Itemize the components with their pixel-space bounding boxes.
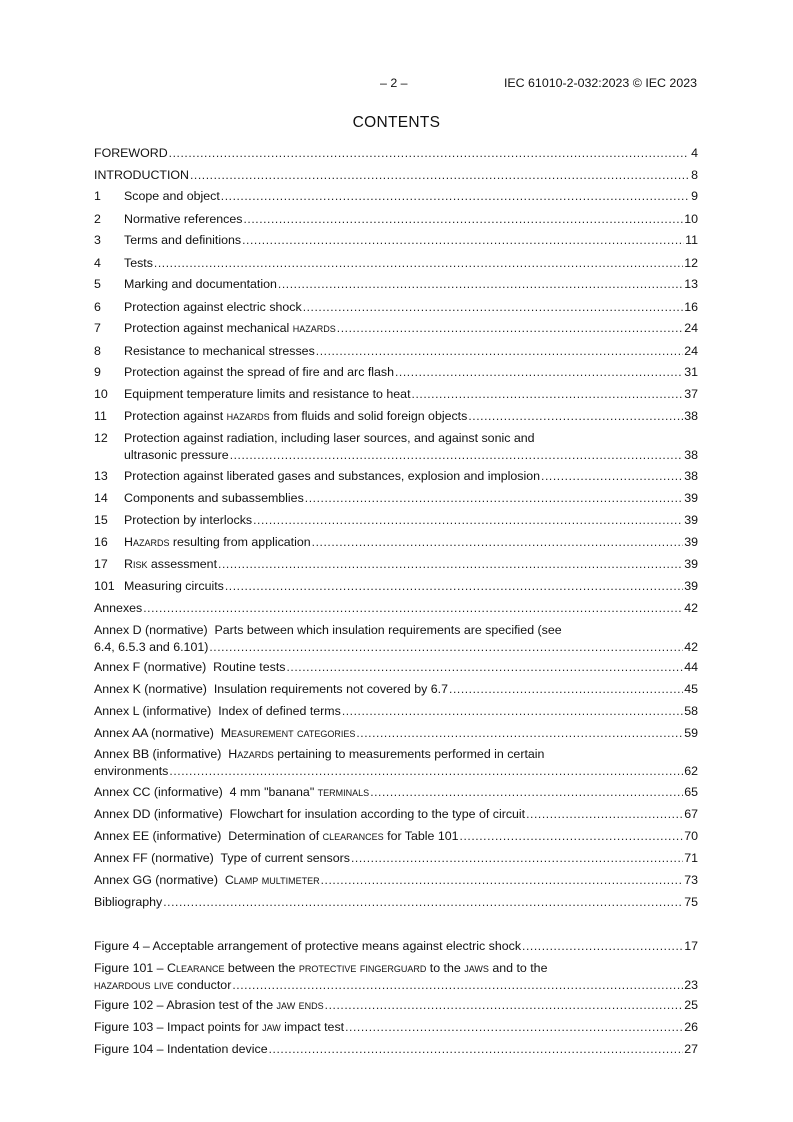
toc-entry-figure[interactable]: Figure 104 – Indentation device ..... 27 (94, 1041, 698, 1058)
toc-entry-clause[interactable]: 14 Components and subassemblies ..... 39 (94, 490, 698, 507)
toc-entry-annex[interactable]: Annex AA (normative) Measurement categories ..... 59 (94, 725, 698, 742)
toc-entry-annex[interactable]: Annex EE (informative) Determination of clearances for Table 101 ..... 70 (94, 828, 698, 845)
toc-entry-clause[interactable]: 7 Protection against mechanical hazards ..... 24 (94, 320, 698, 337)
toc-entry-annex[interactable]: Annex D (normative) Parts between which insulation requirements are specified (see 6.4, 6.5.3 and 6.101) ..... 42 (94, 622, 698, 656)
toc-entry-annex[interactable]: Annex F (normative) Routine tests ..... 44 (94, 659, 698, 676)
toc-entry-annex[interactable]: Annex L (informative) Index of defined terms ..... 58 (94, 703, 698, 720)
toc-entry-clause[interactable]: 4 Tests ..... 12 (94, 255, 698, 272)
toc-entry-figure[interactable]: Figure 101 – Clearance between the protective fingerguard to the jaws and to the hazardous live conductor ..... 23 (94, 960, 698, 994)
toc-entry-annex[interactable]: Annex CC (informative) 4 mm "banana" terminals ..... 65 (94, 784, 698, 801)
toc-entry-annex[interactable]: Annex FF (normative) Type of current sensors ..... 71 (94, 850, 698, 867)
toc-entry-annexes[interactable]: Annexes ..... 42 (94, 600, 698, 617)
toc-entry-annex[interactable]: Annex BB (informative) Hazards pertaining to measurements performed in certain environments ..... 62 (94, 746, 698, 780)
document-id: IEC 61010-2-032:2023 © IEC 2023 (503, 76, 697, 90)
toc-entry-clause[interactable]: 3 Terms and definitions ..... 11 (94, 232, 698, 249)
toc-entry-clause[interactable]: 15 Protection by interlocks ..... 39 (94, 512, 698, 529)
toc-entry-clause[interactable]: 11 Protection against hazards from fluids and solid foreign objects ..... 38 (94, 408, 698, 425)
toc-entry-clause[interactable]: 16 Hazards resulting from application ..... 39 (94, 534, 698, 551)
toc-entry-clause[interactable]: 1 Scope and object ..... 9 (94, 188, 698, 205)
toc-entry-clause[interactable]: 13 Protection against liberated gases and substances, explosion and implosion ..... 38 (94, 468, 698, 485)
toc-entry-clause[interactable]: 5 Marking and documentation ..... 13 (94, 276, 698, 293)
toc-entry-foreword[interactable]: FOREWORD ..... 4 (94, 145, 698, 162)
toc-entry-annex[interactable]: Annex DD (informative) Flowchart for insulation according to the type of circuit ..... 67 (94, 806, 698, 823)
toc-entry-clause[interactable]: 12 Protection against radiation, including laser sources, and against sonic and ultrasonic pressure ..... 38 (94, 430, 698, 464)
toc-entry-figure[interactable]: Figure 4 – Acceptable arrangement of protective means against electric shock ..... 17 (94, 938, 698, 955)
toc-entry-clause[interactable]: 17 Risk assessment ..... 39 (94, 556, 698, 573)
page-title: CONTENTS (352, 114, 441, 131)
page-number: – 2 – (380, 76, 408, 90)
toc-entry-clause[interactable]: 101 Measuring circuits ..... 39 (94, 578, 698, 595)
page-header (0, 76, 793, 92)
toc-entry-clause[interactable]: 9 Protection against the spread of fire and arc flash ..... 31 (94, 364, 698, 381)
toc-entry-clause[interactable]: 2 Normative references ..... 10 (94, 211, 698, 228)
toc-entry-introduction[interactable]: INTRODUCTION ..... 8 (94, 167, 698, 184)
toc-entry-clause[interactable]: 8 Resistance to mechanical stresses ..... 24 (94, 343, 698, 360)
toc-entry-figure[interactable]: Figure 103 – Impact points for jaw impact test ..... 26 (94, 1019, 698, 1036)
toc-entry-figure[interactable]: Figure 102 – Abrasion test of the jaw ends ..... 25 (94, 997, 698, 1014)
toc-entry-clause[interactable]: 6 Protection against electric shock ..... 16 (94, 299, 698, 316)
toc-entry-annex[interactable]: Annex K (normative) Insulation requirements not covered by 6.7 ..... 45 (94, 681, 698, 698)
toc-entry-annex[interactable]: Annex GG (normative) Clamp multimeter ..... 73 (94, 872, 698, 889)
toc-entry-bibliography[interactable]: Bibliography ..... 75 (94, 894, 698, 911)
toc-entry-clause[interactable]: 10 Equipment temperature limits and resistance to heat ..... 37 (94, 386, 698, 403)
